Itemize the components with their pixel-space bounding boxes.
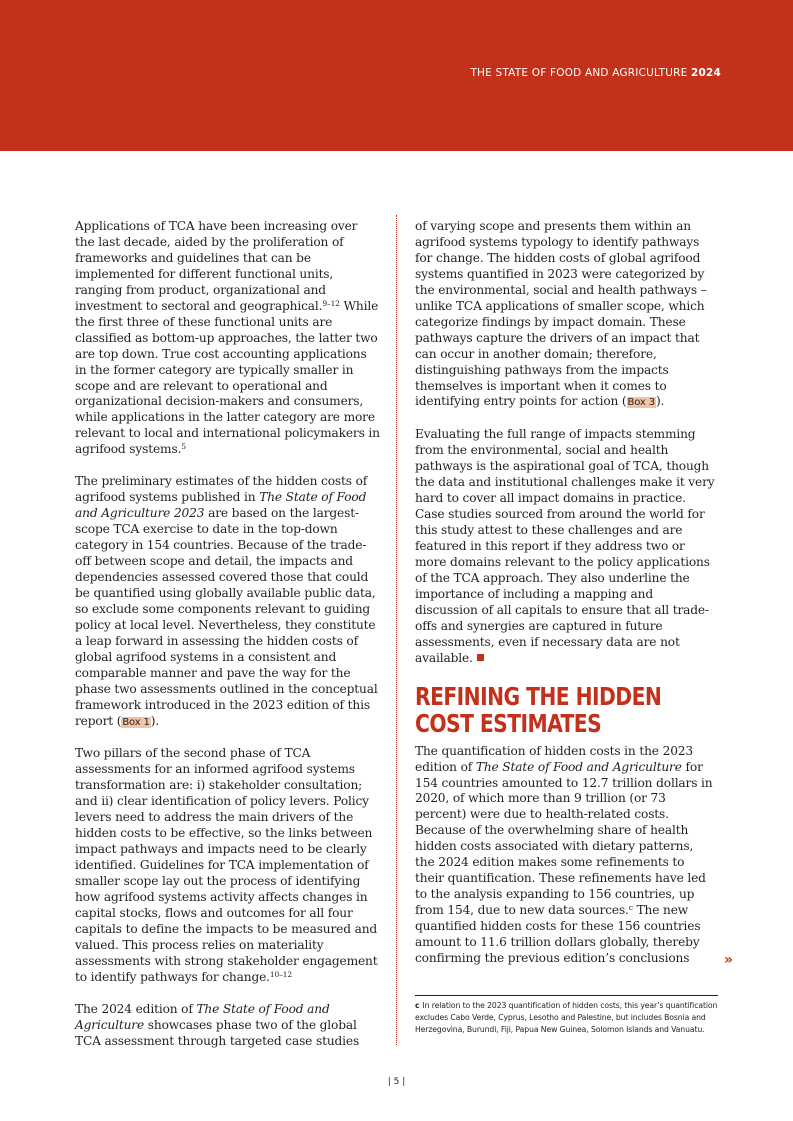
paragraph: The 2024 edition of The State of Food and Agriculture showcases phase two of the global TCA assessment through targeted case studies [75, 1001, 360, 1048]
left-column [75, 219, 380, 1065]
paragraph: The preliminary estimates of the hidden costs of agrifood systems published in The State of Food and Agriculture 2023 are based on the largest-scope TCA exercise to date in the top-down category in 154 countries. Because of the trade-off between scope and detail, the impacts and dependencies assessed covered those that could be quantified using globally available public data, so exclude some components relevant to guiding policy at local level. Nevertheless, they constitute a leap forward in assessing the hidden costs of global agrifood systems in a consistent and comparable manner and pave the way for the phase two assessments outlined in the conceptual framework introduced in the 2023 edition of this report (Box 1). [75, 474, 378, 728]
box-3-link[interactable]: Box 3 [627, 397, 655, 409]
footnote-mark: c [415, 1001, 420, 1010]
box-1-link[interactable]: Box 1 [122, 716, 150, 728]
paragraph: The quantification of hidden costs in the 2023 edition of The State of Food and Agriculture for 154 countries amounted to 12.7 trillion dollars in 2020, of which more than 9 trillion (or 73 percent) were due to health-related costs. Because of the overwhelming share of health hidden costs associated with dietary patterns, the 2024 edition makes some refinements to their quantification. These refinements have led to the analysis expanding to 156 countries, up from 154, due to new data sources.$^c$ The new quantified hidden costs for these 156 countries amount to 11.6 trillion dollars globally, thereby confirming the previous edition’s conclusions [415, 743, 713, 965]
footnote-text: In relation to the 2023 quantification of hidden costs, this year’s quantification excludes Cabo Verde, Cyprus, Lesotho and Palestine, but includes Bosnia and Herzegovina, Burundi, Fiji, Papua New Guinea, Solomon Islands and Vanuatu. [415, 1001, 718, 1034]
paragraph: Applications of TCA have been increasing over the last decade, aided by the proliferation of frameworks and guidelines that can be implemented for different functional units, ranging from product, organizational and investment to sectoral and geographical.$^{9-12}$ While the first three of these functional units are classified as bottom-up approaches, the latter two are top down. True cost accounting applications in the former category are typically smaller in scope and are relevant to operational and organizational decision-makers and consumers, while applications in the latter category are more relevant to local and international policymakers in agrifood systems.$^5$ [75, 219, 380, 457]
footnote-rule [415, 995, 718, 996]
citation: 10–12 [269, 969, 292, 979]
right-column [415, 219, 715, 983]
column-divider [396, 215, 397, 1045]
citation: 5 [181, 442, 186, 452]
section-heading: REFINING THE HIDDEN COST ESTIMATES [415, 681, 662, 738]
page-header-banner [0, 0, 793, 151]
paragraph: Evaluating the full range of impacts stemming from the environmental, social and health pathways is the aspirational goal of TCA, though the data and institutional challenges make it very hard to cover all impact domains in practice. Case studies sourced from around the world for this study attest to these challenges and are featured in this report if they address two or more domains relevant to the policy applications of the TCA approach. They also underline the importance of including a mapping and discussion of all capitals to ensure that all trade-offs and synergies are captured in future assessments, even if necessary data are not available. [415, 427, 715, 665]
paragraph: Two pillars of the second phase of TCA assessments for an informed agrifood systems transformation are: i) stakeholder consultation; and ii) clear identification of policy levers. Policy levers need to address the main drivers of the hidden costs to be effective, so the links between impact pathways and impacts need to be clearly identified. Guidelines for TCA implementation of smaller scope lay out the process of identifying how agrifood systems activity affects changes in capital stocks, flows and outcomes for all four capitals to define the impacts to be measured and valued. This process relies on materiality assessments with strong stakeholder engagement to identify pathways for change.$^{10-12}$ [75, 746, 378, 984]
page-number: | 5 | [387, 1077, 406, 1087]
paragraph: of varying scope and presents them within an agrifood systems typology to identify pathways for change. The hidden costs of global agrifood systems quantified in 2023 were categorized by the environmental, social and health pathways – unlike TCA applications of smaller scope, which categorize findings by impact domain. These pathways capture the drivers of an impact that can occur in another domain; therefore, distinguishing pathways from the impacts themselves is important when it comes to identifying entry points for action (Box 3). [415, 219, 707, 409]
footnote [415, 1000, 720, 1035]
footnote-reference[interactable]: c [628, 903, 633, 913]
publication-title: THE STATE OF FOOD AND AGRICULTURE 2024 [470, 67, 721, 79]
citation: 9–12 [322, 298, 340, 308]
end-of-section-square-icon [477, 654, 484, 661]
continue-arrow-icon: » [724, 952, 734, 968]
publication-year: 2024 [690, 67, 721, 79]
